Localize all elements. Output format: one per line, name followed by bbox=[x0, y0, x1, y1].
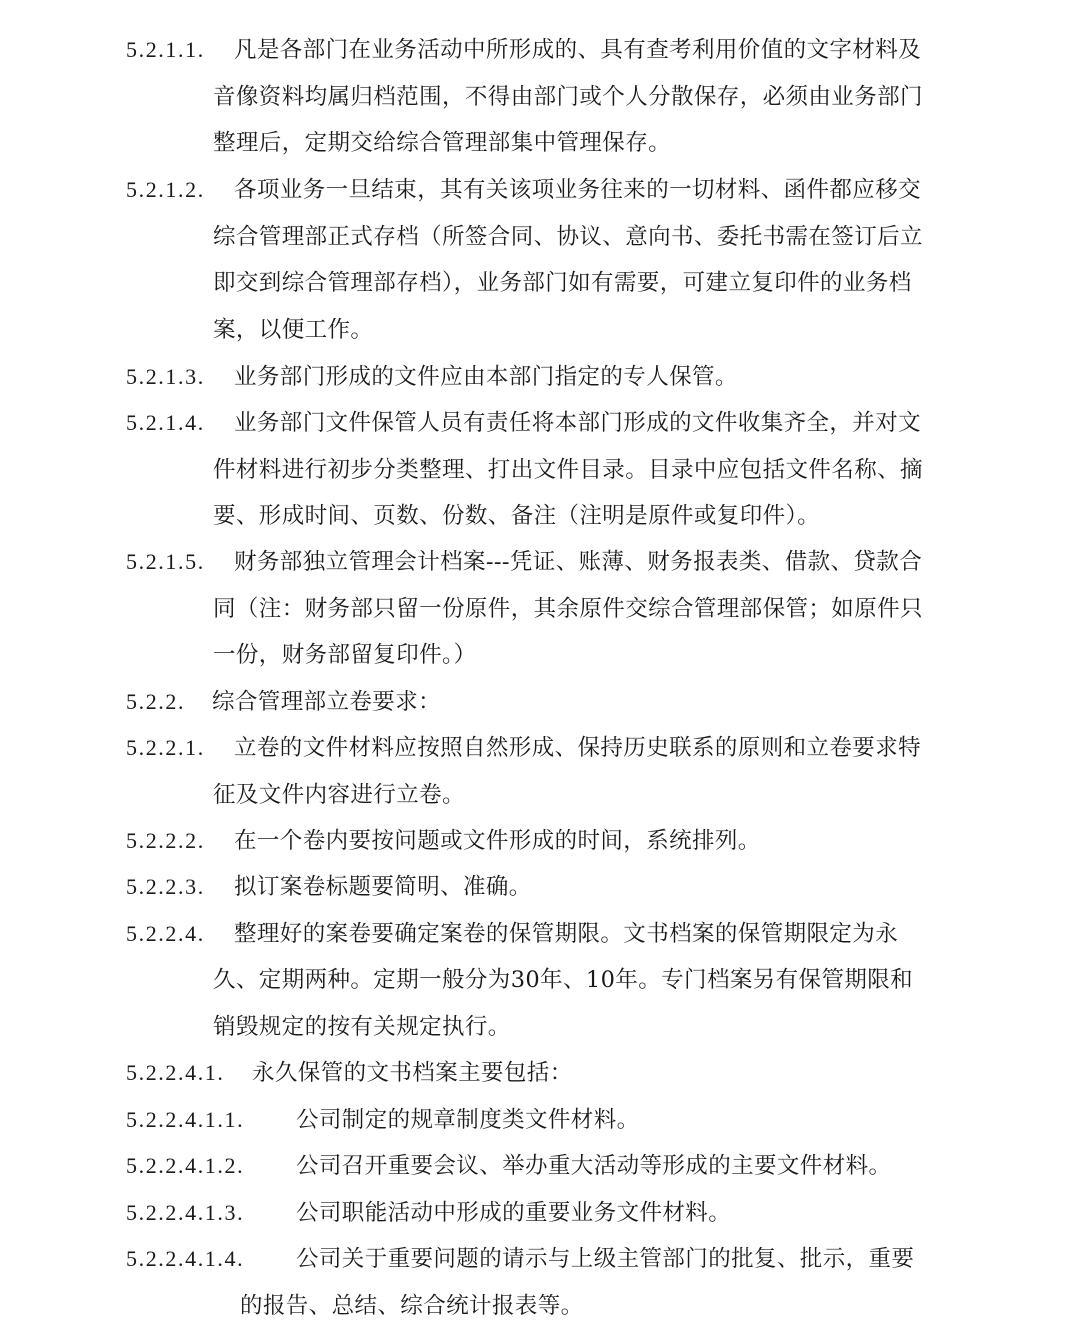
clause-continuation: 一份，财务部留复印件。） bbox=[213, 642, 477, 668]
clause-number: 5.2.2.4.1. bbox=[126, 1060, 225, 1085]
clause-number: 5.2.1.3. bbox=[126, 364, 205, 389]
clause-number: 5.2.2.4. bbox=[126, 921, 205, 946]
clause-number: 5.2.1.4. bbox=[126, 410, 205, 435]
clause-continuation: 案，以便工作。 bbox=[213, 317, 374, 343]
clause-number: 5.2.2.4.1.2. bbox=[126, 1153, 245, 1178]
clause-text: 立卷的文件材料应按照自然形成、保持历史联系的原则和立卷要求特 bbox=[234, 735, 922, 761]
clause-continuation: 同（注：财务部只留一份原件，其余原件交综合管理部保管；如原件只 bbox=[213, 596, 923, 622]
clause-5-2-2-1 bbox=[126, 728, 956, 768]
clause-5-2-2-2 bbox=[126, 821, 956, 861]
clause-text: 各项业务一旦结束，其有关该项业务往来的一切材料、函件都应移交 bbox=[234, 177, 922, 203]
clause-5-2-2-3 bbox=[126, 867, 956, 907]
clause-number: 5.2.2.1. bbox=[126, 735, 205, 760]
clause-text: 公司召开重要会议、举办重大活动等形成的主要文件材料。 bbox=[296, 1153, 892, 1179]
clause-number: 5.2.1.2. bbox=[126, 177, 205, 202]
clause-text: 永久保管的文书档案主要包括： bbox=[252, 1060, 573, 1086]
clause-number: 5.2.2. bbox=[126, 689, 186, 714]
clause-5-2-1-3 bbox=[126, 357, 956, 397]
clause-continuation: 销毁规定的按有关规定执行。 bbox=[213, 1014, 511, 1040]
clause-number: 5.2.2.2. bbox=[126, 828, 205, 853]
clause-text: 整理好的案卷要确定案卷的保管期限。文书档案的保管期限定为永 bbox=[234, 921, 899, 947]
clause-number: 5.2.1.5. bbox=[126, 549, 205, 574]
clause-number: 5.2.2.3. bbox=[126, 874, 205, 899]
clause-5-2-2-4-1-3 bbox=[126, 1193, 956, 1233]
clause-5-2-2-4-1-1 bbox=[126, 1100, 956, 1140]
clause-text: 业务部门文件保管人员有责任将本部门形成的文件收集齐全，并对文 bbox=[234, 410, 922, 436]
clause-text: 财务部独立管理会计档案---凭证、账薄、财务报表类、借款、贷款合 bbox=[234, 549, 923, 575]
clause-5-2-2-4-1-4 bbox=[126, 1239, 956, 1279]
clause-5-2-2 bbox=[126, 682, 956, 722]
clause-continuation: 的报告、总结、综合统计报表等。 bbox=[240, 1293, 584, 1319]
clause-text: 公司职能活动中形成的重要业务文件材料。 bbox=[296, 1200, 732, 1226]
clause-5-2-1-4 bbox=[126, 403, 956, 443]
clause-continuation: 要、形成时间、页数、份数、备注（注明是原件或复印件）。 bbox=[213, 503, 821, 529]
clause-number: 5.2.2.4.1.3. bbox=[126, 1200, 245, 1225]
clause-continuation: 综合管理部正式存档（所签合同、协议、意向书、委托书需在签订后立 bbox=[213, 224, 923, 250]
clause-text: 拟订案卷标题要简明、准确。 bbox=[234, 874, 532, 900]
clause-continuation: 征及文件内容进行立卷。 bbox=[213, 782, 465, 808]
clause-text: 公司制定的规章制度类文件材料。 bbox=[296, 1107, 640, 1133]
clause-number: 5.2.2.4.1.4. bbox=[126, 1246, 245, 1271]
clause-text: 在一个卷内要按问题或文件形成的时间，系统排列。 bbox=[234, 828, 761, 854]
clause-continuation: 整理后，定期交给综合管理部集中管理保存。 bbox=[213, 130, 672, 156]
clause-text: 业务部门形成的文件应由本部门指定的专人保管。 bbox=[234, 364, 738, 390]
clause-text: 综合管理部立卷要求： bbox=[212, 689, 442, 715]
clause-5-2-1-2 bbox=[126, 170, 956, 210]
clause-continuation: 件材料进行初步分类整理、打出文件目录。目录中应包括文件名称、摘 bbox=[213, 457, 923, 483]
clause-text: 凡是各部门在业务活动中所形成的、具有查考利用价值的文字材料及 bbox=[234, 37, 922, 63]
clause-number: 5.2.2.4.1.1. bbox=[126, 1107, 245, 1132]
clause-continuation: 音像资料均属归档范围，不得由部门或个人分散保存，必须由业务部门 bbox=[213, 84, 923, 110]
clause-text: 公司关于重要问题的请示与上级主管部门的批复、批示，重要 bbox=[296, 1246, 915, 1272]
clause-5-2-2-4-1 bbox=[126, 1053, 956, 1093]
clause-continuation: 即交到综合管理部存档），业务部门如有需要，可建立复印件的业务档 bbox=[213, 270, 912, 296]
clause-5-2-2-4 bbox=[126, 914, 956, 954]
clause-number: 5.2.1.1. bbox=[126, 37, 205, 62]
clause-5-2-1-1 bbox=[126, 30, 956, 70]
clause-continuation: 久、定期两种。定期一般分为30年、10年。专门档案另有保管期限和 bbox=[213, 967, 914, 993]
clause-5-2-1-5 bbox=[126, 542, 956, 582]
clause-5-2-2-4-1-2 bbox=[126, 1146, 956, 1186]
